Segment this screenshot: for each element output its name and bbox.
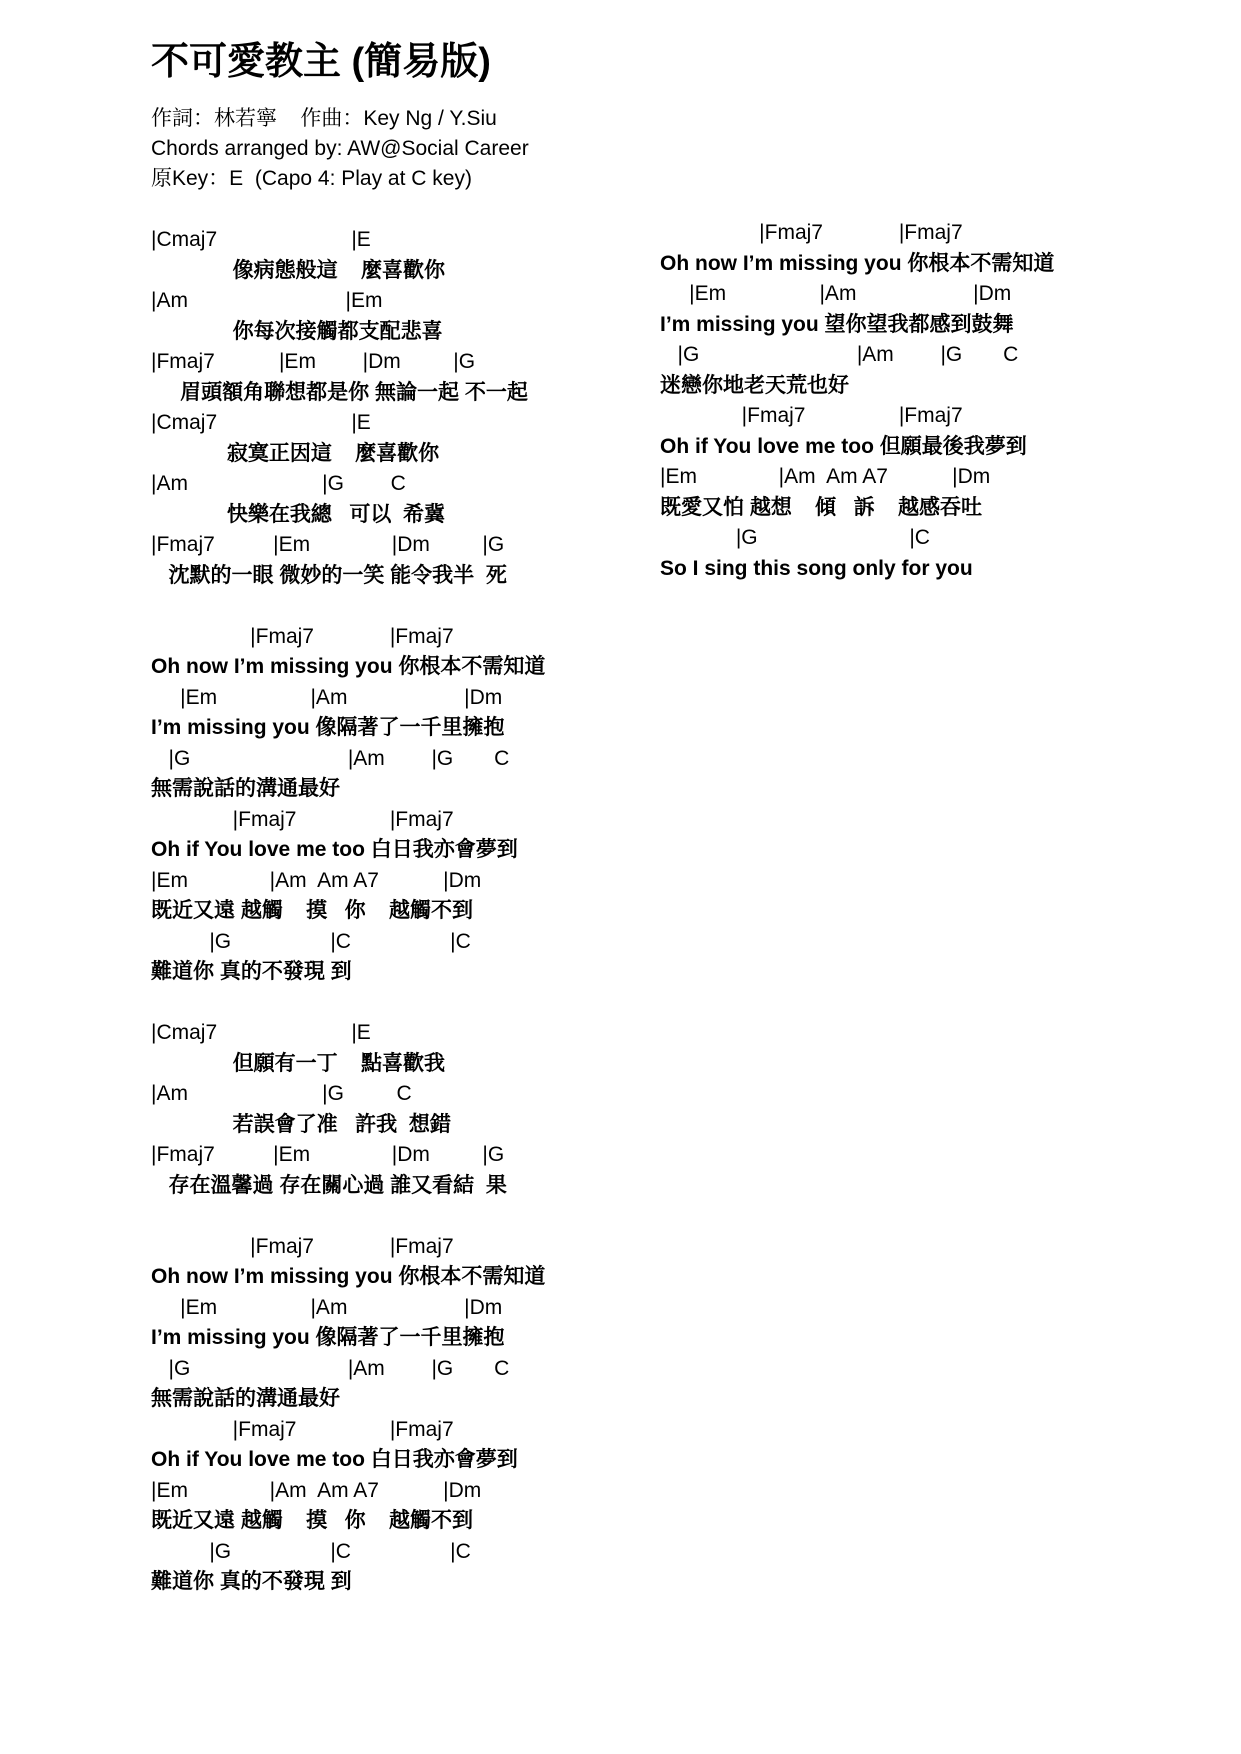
chord-line: |Am |G C (151, 472, 406, 495)
right-column (660, 218, 1180, 584)
lyric-line: Oh if You love me too 但願最後我夢到 (660, 434, 1027, 458)
lyric-line: 像病態般這 麼喜歡你 (151, 258, 446, 282)
lyric-line: I’m missing you 像隔著了一千里擁抱 (151, 1326, 505, 1349)
lyric-line: 若誤會了准 許我 想錯 (151, 1112, 451, 1136)
chord-line: |Em |Am Am A7 |Dm (151, 1478, 482, 1502)
chord-line: |G |C (660, 526, 930, 549)
song-section (151, 1018, 671, 1201)
lyric-line: 無需說話的溝通最好 (151, 777, 340, 800)
lyric-line: 迷戀你地老天荒也好 (660, 373, 849, 397)
song-section (151, 1232, 671, 1598)
lyric-line: 既近又遠 越觸 摸 你 越觸不到 (151, 1509, 474, 1532)
chord-line: |Am |Em (151, 289, 383, 312)
lyric-line: 既近又遠 越觸 摸 你 越觸不到 (151, 899, 474, 922)
lyric-line: 但願有一丁 點喜歡我 (151, 1051, 446, 1075)
song-section (151, 622, 671, 988)
chord-line: |G |Am |G C (660, 343, 1019, 366)
lyric-line: Oh if You love me too 白日我亦會夢到 (151, 1448, 518, 1471)
chord-line: |Cmaj7 |E (151, 1021, 371, 1044)
lyric-line: I’m missing you 像隔著了一千里擁抱 (151, 716, 505, 739)
lyric-line: 既愛又怕 越想 傾 訴 越感吞吐 (660, 495, 983, 519)
lyric-line: 無需說話的溝通最好 (151, 1387, 340, 1410)
lyric-line: 難道你 真的不發現 到 (151, 960, 352, 983)
chord-line: |Fmaj7 |Fmaj7 (151, 1234, 454, 1258)
chord-line: |Am |G C (151, 1082, 412, 1105)
chord-line: |Fmaj7 |Em |Dm |G (151, 533, 505, 556)
chord-line: |Fmaj7 |Fmaj7 (151, 1417, 454, 1441)
lyric-line: 快樂在我總 可以 希冀 (151, 502, 446, 526)
chord-line: |Em |Am Am A7 |Dm (151, 868, 482, 892)
lyric-line: Oh now I’m missing you 你根本不需知道 (151, 1265, 546, 1288)
lyric-line: Oh now I’m missing you 你根本不需知道 (660, 251, 1055, 275)
left-column (151, 225, 671, 1598)
chord-line: |G |C |C (151, 1539, 471, 1563)
chord-line: |Cmaj7 |E (151, 228, 371, 251)
chord-line: |Fmaj7 |Fmaj7 (151, 807, 454, 831)
song-section (660, 218, 1180, 584)
chord-line: |G |Am |G C (151, 746, 510, 770)
chord-line: |Fmaj7 |Fmaj7 (151, 624, 454, 648)
chord-line: |Fmaj7 |Fmaj7 (660, 404, 963, 427)
credits-line: 作詞：林若寧 作曲：Key Ng / Y.Siu (151, 107, 497, 130)
arranger-line: Chords arranged by: AW@Social Career (151, 137, 529, 160)
lyric-line: 你每次接觸都支配悲喜 (151, 319, 443, 343)
lyric-line: 存在溫馨過 存在關心過 誰又看結 果 (151, 1173, 507, 1197)
chord-line: |G |Am |G C (151, 1356, 510, 1380)
song-title: 不可愛教主 (簡易版) (151, 41, 491, 83)
lyric-line: 沈默的一眼 微妙的一笑 能令我半 死 (151, 563, 507, 587)
chord-line: |Em |Am |Dm (151, 685, 503, 709)
song-credits (151, 104, 671, 194)
chord-line: |Em |Am Am A7 |Dm (660, 465, 991, 488)
key-line: 原Key：E (Capo 4: Play at C key) (151, 167, 472, 190)
chord-line: |Em |Am |Dm (660, 282, 1012, 305)
chord-line: |Em |Am |Dm (151, 1295, 503, 1319)
lyric-line: 眉頭額角聯想都是你 無論一起 不一起 (151, 380, 528, 404)
chord-line: |Fmaj7 |Fmaj7 (660, 221, 963, 244)
lyric-line: 難道你 真的不發現 到 (151, 1570, 352, 1593)
chord-line: |Cmaj7 |E (151, 411, 371, 434)
chord-line: |Fmaj7 |Em |Dm |G (151, 350, 476, 373)
lyric-line: So I sing this song only for you (660, 556, 973, 580)
song-section (151, 225, 671, 591)
lyric-line: 寂寞正因這 麼喜歡你 (151, 441, 440, 465)
lyric-line: Oh if You love me too 白日我亦會夢到 (151, 838, 518, 861)
lyric-line: I’m missing you 望你望我都感到鼓舞 (660, 312, 1014, 336)
chord-line: |Fmaj7 |Em |Dm |G (151, 1143, 505, 1166)
lyric-line: Oh now I’m missing you 你根本不需知道 (151, 655, 546, 678)
chord-line: |G |C |C (151, 929, 471, 953)
